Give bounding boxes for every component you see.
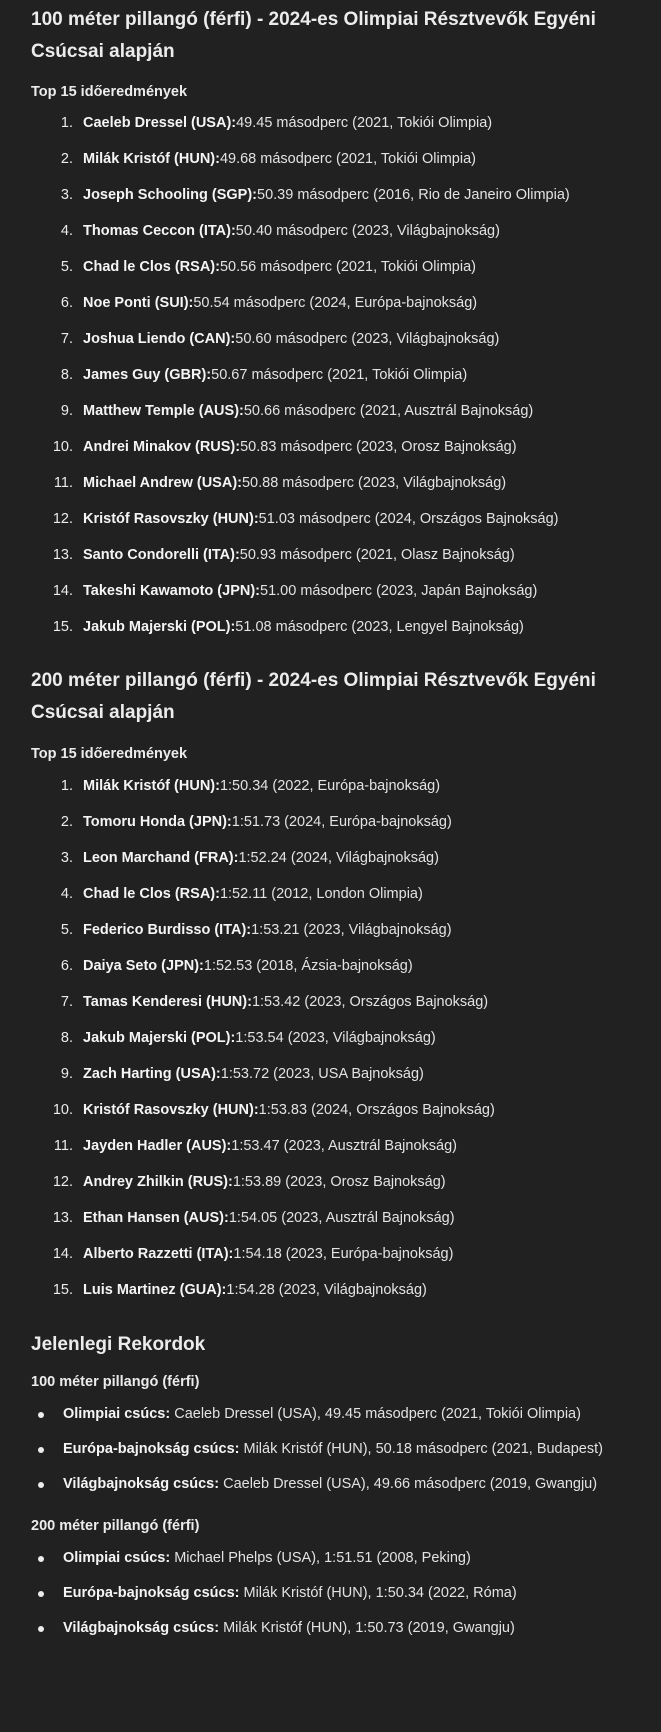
list-item bbox=[31, 1056, 651, 1092]
rank-number: 1. bbox=[60, 115, 73, 131]
rank-number: 13. bbox=[52, 1210, 73, 1226]
records-200-subtitle: 200 méter pillangó (férfi) bbox=[31, 1518, 200, 1534]
result-detail: 50.88 másodperc (2023, Világbajnokság) bbox=[241, 475, 507, 491]
rank-number: 11. bbox=[53, 475, 73, 491]
swimmer-name: Kristóf Rasovszky (HUN): bbox=[83, 511, 259, 527]
records-list-200 bbox=[31, 1541, 651, 1646]
result-detail: 51.00 másodperc (2023, Japán Bajnokság) bbox=[260, 583, 538, 599]
result-detail: 50.54 másodperc (2024, Európa-bajnokság) bbox=[193, 295, 478, 311]
record-label: Olimpiai csúcs: bbox=[63, 1550, 171, 1566]
swimmer-name: Kristóf Rasovszky (HUN): bbox=[83, 1102, 259, 1118]
swimmer-name: Zach Harting (USA): bbox=[83, 1066, 221, 1082]
result-detail: 1:53.47 (2023, Ausztrál Bajnokság) bbox=[231, 1138, 457, 1154]
swimmer-name: Andrey Zhilkin (RUS): bbox=[83, 1174, 233, 1190]
list-item bbox=[31, 1397, 651, 1432]
list-item bbox=[31, 948, 651, 984]
result-detail: 1:53.54 (2023, Világbajnokság) bbox=[235, 1030, 436, 1046]
section-200-subtitle: Top 15 időeredmények bbox=[31, 746, 188, 762]
swimmer-name: Chad le Clos (RSA): bbox=[83, 886, 220, 902]
record-label: Európa-bajnokság csúcs: bbox=[63, 1441, 240, 1457]
list-item bbox=[31, 285, 651, 321]
record-text bbox=[63, 1401, 603, 1428]
list-item bbox=[31, 393, 651, 429]
result-detail: 49.45 másodperc (2021, Tokiói Olimpia) bbox=[236, 115, 493, 131]
list-item bbox=[31, 1236, 651, 1272]
list-item bbox=[31, 1092, 651, 1128]
result-detail: 50.93 másodperc (2021, Olasz Bajnokság) bbox=[239, 547, 515, 563]
record-detail: Caeleb Dressel (USA), 49.45 másodperc (2021, Tokiói Olimpia) bbox=[170, 1406, 581, 1422]
result-detail: 1:53.42 (2023, Országos Bajnokság) bbox=[251, 994, 489, 1010]
swimmer-name: Jayden Hadler (AUS): bbox=[83, 1138, 232, 1154]
swimmer-name: Alberto Razzetti (ITA): bbox=[83, 1246, 234, 1262]
list-item bbox=[31, 1200, 651, 1236]
list-item bbox=[31, 1611, 651, 1646]
rank-number: 4. bbox=[60, 886, 73, 902]
result-detail: 1:51.73 (2024, Európa-bajnokság) bbox=[231, 814, 452, 830]
result-detail: 1:53.21 (2023, Világbajnokság) bbox=[251, 922, 452, 938]
rank-number: 2. bbox=[60, 814, 73, 830]
list-item bbox=[31, 1467, 651, 1502]
record-detail: Milák Kristóf (HUN), 1:50.73 (2019, Gwangju) bbox=[219, 1620, 515, 1636]
swimmer-name: Milák Kristóf (HUN): bbox=[83, 151, 220, 167]
swimmer-name: Federico Burdisso (ITA): bbox=[83, 922, 252, 938]
record-label: Világbajnokság csúcs: bbox=[63, 1476, 220, 1492]
result-detail: 50.60 másodperc (2023, Világbajnokság) bbox=[235, 331, 500, 347]
bullet-icon bbox=[31, 1471, 63, 1498]
result-detail: 50.56 másodperc (2021, Tokiói Olimpia) bbox=[219, 259, 476, 275]
list-item bbox=[31, 357, 651, 393]
rank-number: 12. bbox=[52, 1174, 73, 1190]
list-item bbox=[31, 141, 651, 177]
bullet-icon bbox=[31, 1615, 63, 1642]
swimmer-name: Leon Marchand (FRA): bbox=[83, 850, 239, 866]
rank-number: 1. bbox=[60, 778, 73, 794]
rank-number: 5. bbox=[60, 922, 73, 938]
rank-number: 6. bbox=[60, 295, 73, 311]
bullet-icon bbox=[31, 1580, 63, 1607]
record-text bbox=[63, 1436, 603, 1463]
list-item bbox=[31, 984, 651, 1020]
list-item bbox=[31, 1541, 651, 1576]
record-label: Európa-bajnokság csúcs: bbox=[63, 1585, 240, 1601]
result-detail: 1:54.05 (2023, Ausztrál Bajnokság) bbox=[228, 1210, 455, 1226]
list-item bbox=[31, 609, 651, 645]
swimmer-name: Daiya Seto (JPN): bbox=[83, 958, 204, 974]
list-item bbox=[31, 1128, 651, 1164]
result-detail: 1:52.53 (2018, Ázsia-bajnokság) bbox=[203, 958, 413, 974]
list-item bbox=[31, 840, 651, 876]
list-item bbox=[31, 1432, 651, 1467]
record-text bbox=[63, 1580, 603, 1607]
swimmer-name: Luis Martinez (GUA): bbox=[83, 1282, 227, 1298]
swimmer-name: Santo Condorelli (ITA): bbox=[83, 547, 240, 563]
swimmer-name: Thomas Ceccon (ITA): bbox=[83, 223, 236, 239]
result-detail: 1:54.18 (2023, Európa-bajnokság) bbox=[233, 1246, 454, 1262]
list-item bbox=[31, 537, 651, 573]
records-title: Jelenlegi Rekordok bbox=[31, 1334, 206, 1355]
result-detail: 1:53.72 (2023, USA Bajnokság) bbox=[220, 1066, 424, 1082]
result-detail: 50.40 másodperc (2023, Világbajnokság) bbox=[235, 223, 500, 239]
list-item bbox=[31, 501, 651, 537]
records-100-subtitle: 100 méter pillangó (férfi) bbox=[31, 1374, 200, 1390]
list-item bbox=[31, 465, 651, 501]
list-item bbox=[31, 429, 651, 465]
result-detail: 50.66 másodperc (2021, Ausztrál Bajnokság) bbox=[243, 403, 534, 419]
swimmer-name: Noe Ponti (SUI): bbox=[83, 295, 194, 311]
rank-number: 14. bbox=[52, 583, 73, 599]
rank-number: 14. bbox=[52, 1246, 73, 1262]
record-detail: Michael Phelps (USA), 1:51.51 (2008, Peking) bbox=[170, 1550, 471, 1566]
swimmer-name: Ethan Hansen (AUS): bbox=[83, 1210, 229, 1226]
rank-number: 8. bbox=[60, 1030, 73, 1046]
rank-number: 11. bbox=[53, 1138, 73, 1154]
rank-number: 12. bbox=[52, 511, 73, 527]
record-text bbox=[63, 1471, 603, 1498]
rank-number: 7. bbox=[60, 994, 73, 1010]
list-item bbox=[31, 105, 651, 141]
list-item bbox=[31, 321, 651, 357]
list-item bbox=[31, 876, 651, 912]
records-list-100 bbox=[31, 1397, 651, 1502]
rank-number: 4. bbox=[60, 223, 73, 239]
rank-number: 13. bbox=[52, 547, 73, 563]
swimmer-name: Caeleb Dressel (USA): bbox=[83, 115, 237, 131]
result-detail: 51.03 másodperc (2024, Országos Bajnokság) bbox=[258, 511, 559, 527]
list-item bbox=[31, 249, 651, 285]
list-item bbox=[31, 1272, 651, 1308]
swimmer-name: Takeshi Kawamoto (JPN): bbox=[83, 583, 260, 599]
list-item bbox=[31, 573, 651, 609]
bullet-icon bbox=[31, 1436, 63, 1463]
rank-number: 6. bbox=[60, 958, 73, 974]
record-text bbox=[63, 1615, 603, 1642]
bullet-icon bbox=[31, 1545, 63, 1572]
swimmer-name: Michael Andrew (USA): bbox=[83, 475, 242, 491]
rank-number: 10. bbox=[52, 439, 73, 455]
record-detail: Milák Kristóf (HUN), 1:50.34 (2022, Róma) bbox=[239, 1585, 517, 1601]
rank-number: 5. bbox=[60, 259, 73, 275]
result-detail: 50.83 másodperc (2023, Orosz Bajnokság) bbox=[240, 439, 517, 455]
swimmer-name: Matthew Temple (AUS): bbox=[83, 403, 244, 419]
result-detail: 1:53.83 (2024, Országos Bajnokság) bbox=[258, 1102, 495, 1118]
bullet-icon bbox=[31, 1401, 63, 1428]
list-item bbox=[31, 1020, 651, 1056]
result-detail: 49.68 másodperc (2021, Tokiói Olimpia) bbox=[219, 151, 476, 167]
record-text bbox=[63, 1545, 603, 1572]
swimmer-name: Joshua Liendo (CAN): bbox=[83, 331, 236, 347]
record-label: Olimpiai csúcs: bbox=[63, 1406, 171, 1422]
record-detail: Milák Kristóf (HUN), 50.18 másodperc (2021, Budapest) bbox=[239, 1441, 603, 1457]
swimmer-name: James Guy (GBR): bbox=[83, 367, 212, 383]
rank-number: 8. bbox=[60, 367, 73, 383]
result-detail: 1:54.28 (2023, Világbajnokság) bbox=[226, 1282, 427, 1298]
rank-number: 15. bbox=[52, 619, 73, 635]
rank-number: 2. bbox=[60, 151, 73, 167]
swimmer-name: Milák Kristóf (HUN): bbox=[83, 778, 220, 794]
record-detail: Caeleb Dressel (USA), 49.66 másodperc (2019, Gwangju) bbox=[219, 1476, 598, 1492]
result-detail: 1:52.24 (2024, Világbajnokság) bbox=[238, 850, 439, 866]
swimmer-name: Andrei Minakov (RUS): bbox=[83, 439, 241, 455]
rank-number: 10. bbox=[52, 1102, 73, 1118]
ranking-list-200 bbox=[31, 768, 651, 1308]
result-detail: 50.39 másodperc (2016, Rio de Janeiro Olimpia) bbox=[257, 187, 570, 203]
result-detail: 50.67 másodperc (2021, Tokiói Olimpia) bbox=[211, 367, 468, 383]
swimmer-name: Tomoru Honda (JPN): bbox=[83, 814, 232, 830]
swimmer-name: Joseph Schooling (SGP): bbox=[83, 187, 258, 203]
result-detail: 51.08 másodperc (2023, Lengyel Bajnokság) bbox=[235, 619, 524, 635]
ranking-list-100 bbox=[31, 105, 651, 645]
section-200-title: 200 méter pillangó (férfi) - 2024-es Olimpiai Résztvevők Egyéni Csúcsai alapján bbox=[31, 670, 596, 723]
rank-number: 3. bbox=[60, 187, 73, 203]
rank-number: 7. bbox=[60, 331, 73, 347]
swimmer-name: Jakub Majerski (POL): bbox=[83, 619, 236, 635]
list-item bbox=[31, 213, 651, 249]
swimmer-name: Tamas Kenderesi (HUN): bbox=[83, 994, 252, 1010]
result-detail: 1:53.89 (2023, Orosz Bajnokság) bbox=[232, 1174, 446, 1190]
list-item bbox=[31, 1164, 651, 1200]
list-item bbox=[31, 1576, 651, 1611]
swimmer-name: Chad le Clos (RSA): bbox=[83, 259, 220, 275]
rank-number: 15. bbox=[52, 1282, 73, 1298]
result-detail: 1:50.34 (2022, Európa-bajnokság) bbox=[219, 778, 441, 794]
result-detail: 1:52.11 (2012, London Olimpia) bbox=[219, 886, 423, 902]
list-item bbox=[31, 768, 651, 804]
list-item bbox=[31, 177, 651, 213]
section-100-subtitle: Top 15 időeredmények bbox=[31, 84, 188, 100]
rank-number: 3. bbox=[60, 850, 73, 866]
section-100-title: 100 méter pillangó (férfi) - 2024-es Olimpiai Résztvevők Egyéni Csúcsai alapján bbox=[31, 9, 596, 62]
swimmer-name: Jakub Majerski (POL): bbox=[83, 1030, 236, 1046]
rank-number: 9. bbox=[60, 1066, 73, 1082]
rank-number: 9. bbox=[60, 403, 73, 419]
list-item bbox=[31, 912, 651, 948]
record-label: Világbajnokság csúcs: bbox=[63, 1620, 220, 1636]
list-item bbox=[31, 804, 651, 840]
